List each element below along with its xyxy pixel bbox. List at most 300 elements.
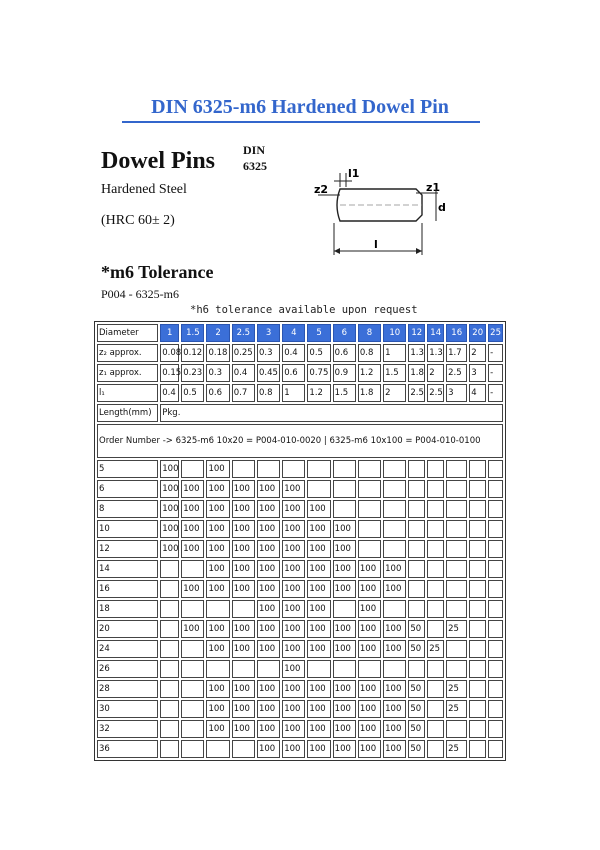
pkg-cell: 100 bbox=[383, 580, 406, 598]
pkg-cell bbox=[206, 660, 229, 678]
spec-cell: 2.5 bbox=[408, 384, 425, 402]
pkg-cell bbox=[181, 640, 204, 658]
pkg-cell: 100 bbox=[307, 680, 330, 698]
spec-cell: 4 bbox=[469, 384, 486, 402]
spec-cell: 1.2 bbox=[358, 364, 381, 382]
pkg-cell: 100 bbox=[307, 700, 330, 718]
pkg-cell: 100 bbox=[206, 680, 229, 698]
pkg-cell bbox=[358, 540, 381, 558]
pkg-cell bbox=[427, 620, 444, 638]
spec-cell: 0.5 bbox=[181, 384, 204, 402]
table-row bbox=[97, 540, 503, 558]
spec-cell: 3 bbox=[446, 384, 467, 402]
pkg-cell: 100 bbox=[257, 520, 280, 538]
spec-cell: - bbox=[488, 344, 503, 362]
pkg-cell: 100 bbox=[232, 560, 255, 578]
hardness-text: (HRC 60± 2) bbox=[101, 213, 175, 228]
pkg-cell bbox=[181, 660, 204, 678]
pkg-cell: 100 bbox=[181, 480, 204, 498]
length-header-row bbox=[97, 404, 503, 422]
pkg-cell: 25 bbox=[427, 640, 444, 658]
dowel-pin-table bbox=[94, 321, 506, 761]
pkg-cell bbox=[160, 660, 179, 678]
pkg-cell: 50 bbox=[408, 640, 425, 658]
spec-cell: 1.8 bbox=[408, 364, 425, 382]
pkg-cell bbox=[469, 700, 486, 718]
pkg-cell: 100 bbox=[383, 560, 406, 578]
pkg-cell bbox=[488, 620, 503, 638]
table-row bbox=[97, 480, 503, 498]
spec-cell: 1.8 bbox=[358, 384, 381, 402]
pkg-cell bbox=[232, 600, 255, 618]
pkg-cell bbox=[446, 540, 467, 558]
pkg-cell: 100 bbox=[206, 480, 229, 498]
pkg-cell: 100 bbox=[333, 620, 356, 638]
pkg-cell bbox=[333, 660, 356, 678]
pkg-cell: 100 bbox=[206, 640, 229, 658]
pkg-cell: 100 bbox=[383, 700, 406, 718]
spec-cell: 0.8 bbox=[257, 384, 280, 402]
pkg-cell bbox=[469, 580, 486, 598]
table-row bbox=[97, 640, 503, 658]
pkg-cell: 100 bbox=[358, 620, 381, 638]
length-cell: 20 bbox=[97, 620, 158, 638]
diameter-cell: 1.5 bbox=[181, 324, 204, 342]
pkg-cell bbox=[488, 560, 503, 578]
d-label: d bbox=[438, 201, 446, 214]
spec-cell: 0.4 bbox=[160, 384, 179, 402]
spec-cell: 2 bbox=[383, 384, 406, 402]
pkg-cell: 100 bbox=[232, 520, 255, 538]
pkg-cell: 100 bbox=[333, 560, 356, 578]
pkg-cell bbox=[446, 720, 467, 738]
din-label: DIN bbox=[243, 143, 266, 157]
length-cell: 28 bbox=[97, 680, 158, 698]
pkg-cell: 100 bbox=[160, 500, 179, 518]
length-cell: 36 bbox=[97, 740, 158, 758]
pkg-cell: 25 bbox=[446, 740, 467, 758]
pkg-cell: 100 bbox=[358, 600, 381, 618]
spec-cell: 0.45 bbox=[257, 364, 280, 382]
part-code: P004 - 6325-m6 bbox=[101, 287, 179, 301]
pkg-cell: 100 bbox=[257, 580, 280, 598]
pkg-cell bbox=[469, 620, 486, 638]
pkg-cell: 100 bbox=[383, 720, 406, 738]
pkg-cell: 100 bbox=[358, 720, 381, 738]
pkg-cell: 25 bbox=[446, 620, 467, 638]
pkg-cell bbox=[383, 480, 406, 498]
pkg-cell: 100 bbox=[282, 680, 305, 698]
pkg-cell: 100 bbox=[307, 600, 330, 618]
pkg-cell: 100 bbox=[257, 720, 280, 738]
pkg-cell bbox=[408, 560, 425, 578]
pkg-cell: 100 bbox=[181, 500, 204, 518]
spec-cell: 0.4 bbox=[282, 344, 305, 362]
pkg-cell: 100 bbox=[206, 500, 229, 518]
spec-cell: 0.8 bbox=[358, 344, 381, 362]
pkg-cell: 100 bbox=[232, 540, 255, 558]
pkg-cell: 100 bbox=[206, 700, 229, 718]
pkg-cell: 100 bbox=[358, 740, 381, 758]
spec-cell: 0.23 bbox=[181, 364, 204, 382]
pkg-cell bbox=[488, 460, 503, 478]
pkg-cell: 100 bbox=[232, 680, 255, 698]
pkg-cell: 100 bbox=[257, 680, 280, 698]
pkg-cell bbox=[488, 640, 503, 658]
pkg-cell bbox=[427, 480, 444, 498]
pkg-cell: 100 bbox=[232, 580, 255, 598]
length-cell: 30 bbox=[97, 700, 158, 718]
order-note: Order Number -> 6325-m6 10x20 = P004-010-0020 | 6325-m6 10x100 = P004-010-0100 bbox=[97, 424, 503, 458]
pkg-cell: 100 bbox=[181, 620, 204, 638]
length-label: Length(mm) bbox=[97, 404, 158, 422]
pkg-cell: 100 bbox=[160, 460, 179, 478]
pkg-cell bbox=[427, 500, 444, 518]
pkg-cell bbox=[446, 660, 467, 678]
pkg-cell bbox=[232, 740, 255, 758]
pkg-cell: 50 bbox=[408, 680, 425, 698]
diameter-cell: 2 bbox=[206, 324, 229, 342]
pkg-cell bbox=[307, 460, 330, 478]
page-title: DIN 6325-m6 Hardened Dowel Pin bbox=[151, 96, 449, 118]
table-row bbox=[97, 600, 503, 618]
pkg-cell: 100 bbox=[383, 680, 406, 698]
pkg-cell bbox=[358, 480, 381, 498]
table-row bbox=[97, 580, 503, 598]
pkg-cell: 100 bbox=[282, 600, 305, 618]
pkg-cell bbox=[427, 460, 444, 478]
material-text: Hardened Steel bbox=[101, 182, 187, 197]
spec-cell: 0.18 bbox=[206, 344, 229, 362]
pkg-cell bbox=[488, 740, 503, 758]
pkg-cell: 100 bbox=[282, 720, 305, 738]
spec-cell: 2 bbox=[427, 364, 444, 382]
pkg-cell: 100 bbox=[282, 640, 305, 658]
table-row bbox=[97, 700, 503, 718]
pkg-cell: 100 bbox=[383, 620, 406, 638]
spec-cell: - bbox=[488, 364, 503, 382]
pkg-cell bbox=[446, 580, 467, 598]
pkg-cell: 100 bbox=[333, 640, 356, 658]
pkg-cell bbox=[383, 520, 406, 538]
diameter-cell: 1 bbox=[160, 324, 179, 342]
pkg-cell: 100 bbox=[257, 740, 280, 758]
pkg-cell: 100 bbox=[206, 560, 229, 578]
pkg-cell bbox=[427, 540, 444, 558]
pkg-cell bbox=[181, 680, 204, 698]
pkg-cell bbox=[469, 560, 486, 578]
spec-cell: 0.5 bbox=[307, 344, 330, 362]
pkg-cell: 100 bbox=[333, 740, 356, 758]
din-number: 6325 bbox=[243, 159, 267, 173]
pkg-cell bbox=[446, 460, 467, 478]
pkg-cell bbox=[181, 460, 204, 478]
pkg-cell: 100 bbox=[206, 580, 229, 598]
pkg-cell bbox=[469, 540, 486, 558]
pkg-cell: 100 bbox=[307, 500, 330, 518]
pkg-cell bbox=[160, 580, 179, 598]
spec-cell: 1.5 bbox=[333, 384, 356, 402]
length-cell: 8 bbox=[97, 500, 158, 518]
table-row bbox=[97, 620, 503, 638]
pkg-cell bbox=[333, 480, 356, 498]
pkg-cell: 100 bbox=[257, 540, 280, 558]
pkg-cell: 100 bbox=[257, 600, 280, 618]
pkg-cell bbox=[427, 660, 444, 678]
pkg-cell bbox=[383, 540, 406, 558]
pkg-cell bbox=[446, 500, 467, 518]
pkg-cell bbox=[181, 600, 204, 618]
diameter-cell: 6 bbox=[333, 324, 356, 342]
pkg-cell: 100 bbox=[232, 620, 255, 638]
pkg-cell bbox=[427, 600, 444, 618]
pkg-cell: 100 bbox=[206, 520, 229, 538]
pkg-cell bbox=[408, 480, 425, 498]
pkg-cell: 100 bbox=[333, 720, 356, 738]
diameter-cell: 20 bbox=[469, 324, 486, 342]
pkg-cell bbox=[427, 740, 444, 758]
pkg-cell bbox=[427, 560, 444, 578]
spec-row bbox=[97, 344, 503, 362]
pkg-cell: 100 bbox=[257, 640, 280, 658]
table-row bbox=[97, 720, 503, 738]
pkg-cell bbox=[446, 600, 467, 618]
spec-cell: 0.3 bbox=[206, 364, 229, 382]
pkg-cell bbox=[427, 520, 444, 538]
pkg-cell: 100 bbox=[358, 700, 381, 718]
pkg-cell bbox=[206, 740, 229, 758]
pkg-cell bbox=[408, 540, 425, 558]
pkg-cell bbox=[488, 580, 503, 598]
table-row bbox=[97, 560, 503, 578]
pkg-cell bbox=[469, 520, 486, 538]
pkg-cell: 100 bbox=[282, 580, 305, 598]
pkg-cell bbox=[160, 560, 179, 578]
diameter-cell: 10 bbox=[383, 324, 406, 342]
h6-note: *h6 tolerance available upon request bbox=[190, 304, 418, 316]
spec-cell: 2.5 bbox=[446, 364, 467, 382]
pkg-cell bbox=[427, 680, 444, 698]
diameter-cell: 4 bbox=[282, 324, 305, 342]
pkg-cell: 100 bbox=[257, 700, 280, 718]
spec-cell: 1 bbox=[282, 384, 305, 402]
pkg-cell bbox=[358, 520, 381, 538]
pkg-cell bbox=[488, 680, 503, 698]
pkg-cell bbox=[160, 740, 179, 758]
pkg-cell: 100 bbox=[282, 620, 305, 638]
pkg-cell: 100 bbox=[307, 720, 330, 738]
spec-row bbox=[97, 384, 503, 402]
table-row bbox=[97, 460, 503, 478]
pkg-label: Pkg. bbox=[160, 404, 503, 422]
pkg-cell bbox=[469, 720, 486, 738]
spec-cell: 0.15 bbox=[160, 364, 179, 382]
pkg-cell: 100 bbox=[282, 740, 305, 758]
pkg-cell bbox=[427, 580, 444, 598]
pkg-cell: 100 bbox=[307, 620, 330, 638]
pkg-cell bbox=[181, 560, 204, 578]
pkg-cell: 100 bbox=[358, 640, 381, 658]
dowel-pin-diagram bbox=[310, 163, 450, 263]
pkg-cell bbox=[383, 600, 406, 618]
pkg-cell bbox=[469, 500, 486, 518]
pkg-cell bbox=[488, 600, 503, 618]
pkg-cell: 50 bbox=[408, 700, 425, 718]
diameter-cell: 14 bbox=[427, 324, 444, 342]
pkg-cell: 100 bbox=[160, 540, 179, 558]
pkg-cell bbox=[469, 460, 486, 478]
length-cell: 6 bbox=[97, 480, 158, 498]
pkg-cell bbox=[488, 720, 503, 738]
length-cell: 26 bbox=[97, 660, 158, 678]
pkg-cell bbox=[469, 480, 486, 498]
spec-cell: 1.2 bbox=[307, 384, 330, 402]
pkg-cell bbox=[408, 660, 425, 678]
pkg-cell bbox=[383, 460, 406, 478]
l1-label: l1 bbox=[348, 167, 360, 180]
pkg-cell bbox=[446, 640, 467, 658]
pkg-cell: 100 bbox=[282, 700, 305, 718]
pkg-cell bbox=[408, 580, 425, 598]
table-row bbox=[97, 660, 503, 678]
din-standard bbox=[243, 142, 267, 174]
table-row bbox=[97, 520, 503, 538]
spec-cell: 1 bbox=[383, 344, 406, 362]
length-cell: 10 bbox=[97, 520, 158, 538]
spec-row-label: l₁ bbox=[97, 384, 158, 402]
pkg-cell: 25 bbox=[446, 680, 467, 698]
pkg-cell bbox=[160, 720, 179, 738]
table-row bbox=[97, 680, 503, 698]
spec-cell: 0.75 bbox=[307, 364, 330, 382]
pkg-cell: 100 bbox=[307, 740, 330, 758]
pkg-cell bbox=[232, 460, 255, 478]
pkg-cell: 100 bbox=[232, 480, 255, 498]
pkg-cell: 100 bbox=[307, 520, 330, 538]
length-cell: 16 bbox=[97, 580, 158, 598]
spec-cell: 1.3 bbox=[408, 344, 425, 362]
pkg-cell bbox=[358, 460, 381, 478]
spec-cell: 0.08 bbox=[160, 344, 179, 362]
pkg-cell bbox=[408, 520, 425, 538]
length-cell: 18 bbox=[97, 600, 158, 618]
l-label: l bbox=[374, 238, 378, 251]
spec-cell: 0.12 bbox=[181, 344, 204, 362]
pkg-cell: 100 bbox=[232, 500, 255, 518]
diameter-header-row bbox=[97, 324, 503, 342]
spec-cell: 1.3 bbox=[427, 344, 444, 362]
pkg-cell: 100 bbox=[307, 640, 330, 658]
length-cell: 32 bbox=[97, 720, 158, 738]
pkg-cell: 100 bbox=[333, 540, 356, 558]
spec-row-label: z₂ approx. bbox=[97, 344, 158, 362]
order-note-row bbox=[97, 424, 503, 458]
pkg-cell bbox=[446, 520, 467, 538]
pkg-cell: 100 bbox=[307, 580, 330, 598]
pkg-cell bbox=[408, 460, 425, 478]
length-cell: 14 bbox=[97, 560, 158, 578]
pkg-cell bbox=[408, 500, 425, 518]
pkg-cell bbox=[488, 500, 503, 518]
pkg-cell: 100 bbox=[206, 460, 229, 478]
pkg-cell: 100 bbox=[257, 480, 280, 498]
spec-cell: 0.6 bbox=[206, 384, 229, 402]
length-cell: 12 bbox=[97, 540, 158, 558]
pkg-cell bbox=[333, 600, 356, 618]
spec-cell: - bbox=[488, 384, 503, 402]
pkg-cell bbox=[446, 560, 467, 578]
pkg-cell: 100 bbox=[307, 540, 330, 558]
pkg-cell: 50 bbox=[408, 720, 425, 738]
pkg-cell bbox=[181, 720, 204, 738]
pkg-cell bbox=[160, 680, 179, 698]
pkg-cell: 100 bbox=[358, 680, 381, 698]
pkg-cell bbox=[181, 700, 204, 718]
l-arrow-left bbox=[334, 248, 340, 254]
pkg-cell bbox=[488, 700, 503, 718]
diameter-cell: 8 bbox=[358, 324, 381, 342]
pkg-cell bbox=[469, 680, 486, 698]
pkg-cell bbox=[358, 500, 381, 518]
pkg-cell: 100 bbox=[358, 560, 381, 578]
spec-cell: 2 bbox=[469, 344, 486, 362]
pkg-cell: 100 bbox=[181, 520, 204, 538]
pkg-cell: 100 bbox=[257, 620, 280, 638]
pkg-cell bbox=[446, 480, 467, 498]
pkg-cell: 100 bbox=[282, 660, 305, 678]
title-underline bbox=[122, 121, 480, 123]
pkg-cell: 100 bbox=[206, 540, 229, 558]
length-cell: 24 bbox=[97, 640, 158, 658]
pkg-cell: 100 bbox=[282, 540, 305, 558]
pkg-cell bbox=[383, 500, 406, 518]
spec-cell: 0.6 bbox=[333, 344, 356, 362]
pkg-cell: 100 bbox=[160, 520, 179, 538]
pkg-cell bbox=[469, 740, 486, 758]
pkg-cell: 100 bbox=[282, 500, 305, 518]
pkg-cell bbox=[257, 660, 280, 678]
pkg-cell: 50 bbox=[408, 620, 425, 638]
spec-cell: 0.6 bbox=[282, 364, 305, 382]
pkg-cell bbox=[469, 640, 486, 658]
pkg-cell bbox=[333, 460, 356, 478]
pkg-cell: 100 bbox=[257, 560, 280, 578]
pkg-cell bbox=[383, 660, 406, 678]
pkg-cell bbox=[232, 660, 255, 678]
pkg-cell bbox=[160, 640, 179, 658]
spec-cell: 3 bbox=[469, 364, 486, 382]
pkg-cell: 100 bbox=[160, 480, 179, 498]
pkg-cell bbox=[160, 700, 179, 718]
diameter-cell: 12 bbox=[408, 324, 425, 342]
pkg-cell bbox=[257, 460, 280, 478]
spec-cell: 0.9 bbox=[333, 364, 356, 382]
pkg-cell: 100 bbox=[206, 720, 229, 738]
pkg-cell bbox=[488, 540, 503, 558]
pkg-cell: 100 bbox=[257, 500, 280, 518]
diameter-cell: 3 bbox=[257, 324, 280, 342]
pkg-cell: 25 bbox=[446, 700, 467, 718]
spec-row-label: z₁ approx. bbox=[97, 364, 158, 382]
pkg-cell bbox=[427, 700, 444, 718]
pkg-cell bbox=[469, 660, 486, 678]
pkg-cell: 100 bbox=[232, 700, 255, 718]
pkg-cell bbox=[160, 600, 179, 618]
table-row bbox=[97, 500, 503, 518]
tolerance-heading: *m6 Tolerance bbox=[101, 262, 214, 282]
pkg-cell: 100 bbox=[383, 640, 406, 658]
pkg-cell: 100 bbox=[282, 560, 305, 578]
